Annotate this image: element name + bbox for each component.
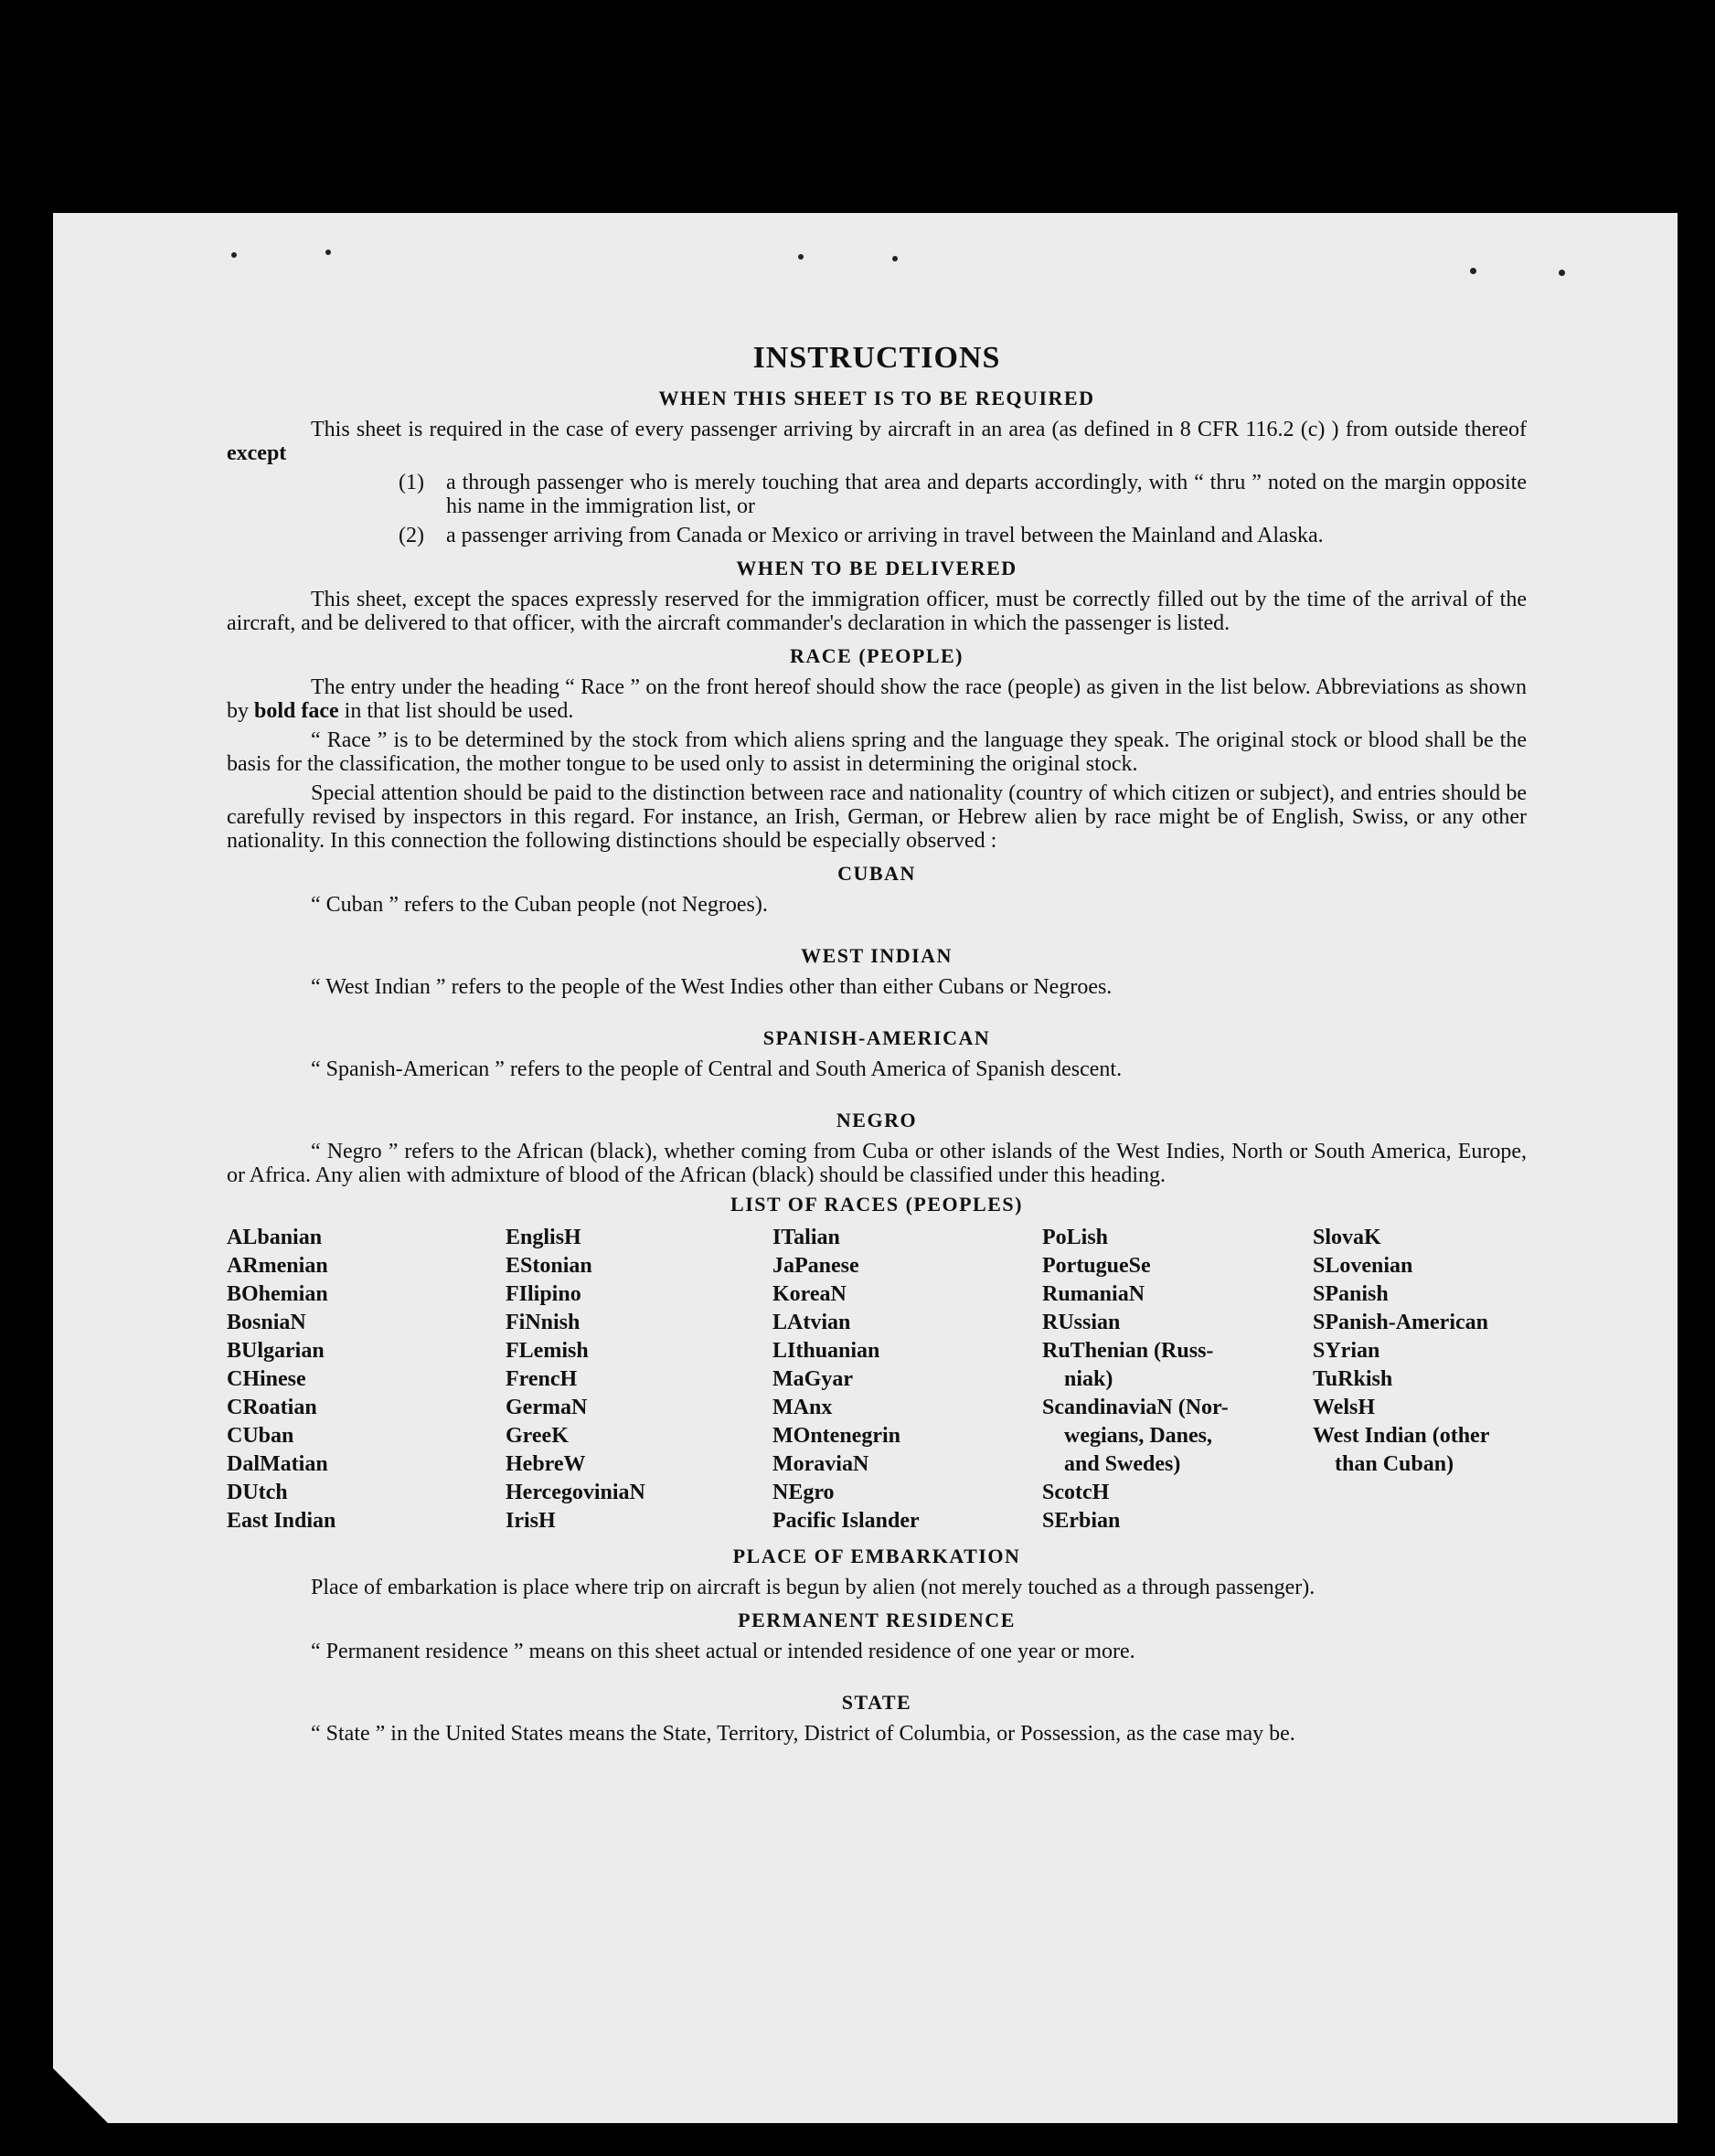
west-indian-text: “ West Indian ” refers to the people of the West Indies other than either Cubans or Negroes. xyxy=(311,975,1113,999)
race-entry: WelsH xyxy=(1313,1396,1376,1419)
race-entry: SLovenian xyxy=(1313,1254,1413,1278)
race-entry: MoraviaN xyxy=(772,1452,869,1476)
race-entry: SPanish xyxy=(1313,1282,1389,1306)
exception-item xyxy=(399,524,1527,547)
race-entry: and Swedes) xyxy=(1064,1452,1181,1476)
race-entry: SlovaK xyxy=(1313,1226,1381,1249)
speck xyxy=(325,250,331,255)
race-paragraph-3: Special attention should be paid to the distinction between race and nationality (country of which citizen or subject), and entries should be carefully revised by inspectors in this regard. For instance, an Irish, German, or Hebrew alien by race might be of English, Swiss, or any other nationality. In this connection the following distinctions should be especially observed : xyxy=(227,781,1527,853)
race-entry: HebreW xyxy=(506,1452,586,1476)
exception-number: (1) xyxy=(399,471,424,494)
race-entry: ITalian xyxy=(772,1226,840,1249)
race-column xyxy=(772,1224,1042,1535)
heading-embarkation: PLACE OF EMBARKATION xyxy=(732,1545,1021,1567)
race-entry: EnglisH xyxy=(506,1226,581,1249)
heading-delivered: WHEN TO BE DELIVERED xyxy=(736,557,1017,579)
race-entry: HercegoviniaN xyxy=(506,1481,645,1504)
heading-race: RACE (PEOPLE) xyxy=(790,644,964,667)
race-entry: JaPanese xyxy=(772,1254,859,1278)
race-entry: PoLish xyxy=(1042,1226,1109,1249)
race-entry: RumaniaN xyxy=(1042,1282,1145,1306)
race-entry: GermaN xyxy=(506,1396,588,1419)
race-entry: East Indian xyxy=(227,1509,336,1533)
speck xyxy=(231,252,237,258)
folded-corner xyxy=(53,2068,108,2123)
exception-text: a through passenger who is merely touching that area and departs accordingly, with “ thru ” noted on the margin opposite his name in the immigration list, or xyxy=(446,471,1527,518)
race-paragraph-2: “ Race ” is to be determined by the stock from which aliens spring and the language they speak. The original stock or blood shall be the basis for the classification, the mother tongue to be used only to assist in determining the original stock. xyxy=(227,728,1527,776)
embarkation-text: Place of embarkation is place where trip on aircraft is begun by alien (not merely touched as a through passenger). xyxy=(311,1576,1316,1599)
heading-west-indian: WEST INDIAN xyxy=(801,944,953,967)
race-entry: RuThenian (Russ- xyxy=(1042,1339,1214,1363)
exception-number: (2) xyxy=(399,524,424,547)
race-list xyxy=(227,1224,1527,1535)
speck xyxy=(798,254,804,260)
race-entry: BosniaN xyxy=(227,1311,306,1334)
heading-cuban: CUBAN xyxy=(837,862,916,885)
race-entry: West Indian (other xyxy=(1313,1424,1490,1448)
cuban-text: “ Cuban ” refers to the Cuban people (not Negroes). xyxy=(311,893,768,917)
race-entry: KoreaN xyxy=(772,1282,847,1306)
heading-residence: PERMANENT RESIDENCE xyxy=(738,1609,1016,1631)
heading-negro: NEGRO xyxy=(836,1109,918,1131)
race-p1-b: in that list should be used. xyxy=(344,699,574,723)
spanish-american-text: “ Spanish-American ” refers to the people of Central and South America of Spanish descent. xyxy=(311,1057,1123,1081)
heading-required: WHEN THIS SHEET IS TO BE REQUIRED xyxy=(658,387,1095,409)
race-entry: LIthuanian xyxy=(772,1339,880,1363)
race-column xyxy=(227,1224,506,1535)
race-entry: CRoatian xyxy=(227,1396,317,1419)
race-entry: TuRkish xyxy=(1313,1367,1393,1391)
race-column xyxy=(1042,1224,1313,1535)
state-text: “ State ” in the United States means the State, Territory, District of Columbia, or Possession, as the case may be. xyxy=(311,1722,1295,1746)
race-entry: SPanish-American xyxy=(1313,1311,1488,1334)
race-entry: wegians, Danes, xyxy=(1064,1424,1213,1448)
race-entry: IrisH xyxy=(506,1509,556,1533)
race-entry: CUban xyxy=(227,1424,294,1448)
residence-text: “ Permanent residence ” means on this sheet actual or intended residence of one year or more. xyxy=(311,1640,1135,1663)
speck xyxy=(1470,268,1476,274)
race-paragraph-1 xyxy=(227,675,1527,723)
speck xyxy=(892,256,898,261)
speck xyxy=(1559,270,1565,276)
required-intro-text: This sheet is required in the case of every passenger arriving by aircraft in an area (as defined in 8 CFR 116.2 (c) ) from outside thereof xyxy=(311,418,1527,441)
race-p1-bold: bold face xyxy=(254,699,339,723)
document-page xyxy=(53,213,1678,2123)
race-entry: FiNnish xyxy=(506,1311,581,1334)
race-entry: EStonian xyxy=(506,1254,592,1278)
race-entry: ARmenian xyxy=(227,1254,328,1278)
heading-race-list: LIST OF RACES (PEOPLES) xyxy=(730,1193,1023,1216)
race-column xyxy=(506,1224,772,1535)
race-entry: DalMatian xyxy=(227,1452,328,1476)
race-entry: MaGyar xyxy=(772,1367,853,1391)
race-entry: niak) xyxy=(1064,1367,1113,1391)
page-title: INSTRUCTIONS xyxy=(752,341,1001,375)
race-entry: LAtvian xyxy=(772,1311,851,1334)
race-entry: PortugueSe xyxy=(1042,1254,1151,1278)
race-entry: DUtch xyxy=(227,1481,288,1504)
race-entry: FIlipino xyxy=(506,1282,581,1306)
exception-item xyxy=(399,471,1527,518)
race-entry: ALbanian xyxy=(227,1226,323,1249)
race-column xyxy=(1313,1224,1527,1535)
race-entry: FLemish xyxy=(506,1339,589,1363)
race-entry: than Cuban) xyxy=(1335,1452,1454,1476)
race-entry: CHinese xyxy=(227,1367,306,1391)
race-entry: FrencH xyxy=(506,1367,578,1391)
race-entry: MAnx xyxy=(772,1396,833,1419)
race-entry: MOntenegrin xyxy=(772,1424,900,1448)
race-entry: BUlgarian xyxy=(227,1339,325,1363)
race-entry: ScotcH xyxy=(1042,1481,1110,1504)
required-intro xyxy=(227,418,1527,465)
exception-text: a passenger arriving from Canada or Mexico or arriving in travel between the Mainland and Alaska. xyxy=(446,524,1324,547)
race-p1-a: The entry under the heading “ Race ” on the front hereof should show the race (people) as given in the list below. Abbreviations as shown by xyxy=(227,675,1527,723)
race-entry: SErbian xyxy=(1042,1509,1121,1533)
race-entry: NEgro xyxy=(772,1481,835,1504)
race-entry: GreeK xyxy=(506,1424,569,1448)
delivered-text: This sheet, except the spaces expressly reserved for the immigration officer, must be correctly filled out by the time of the arrival of the aircraft, and be delivered to that officer, with the aircraft commander's declaration in which the passenger is listed. xyxy=(227,588,1527,635)
required-intro-bold: except xyxy=(227,441,287,465)
race-entry: SYrian xyxy=(1313,1339,1380,1363)
negro-text: “ Negro ” refers to the African (black), whether coming from Cuba or other islands of the West Indies, North or South America, Europe, or Africa. Any alien with admixture of blood of the African (black) should be classified under this heading. xyxy=(227,1140,1527,1187)
heading-state: STATE xyxy=(841,1691,912,1714)
heading-spanish-american: SPANISH-AMERICAN xyxy=(762,1026,991,1049)
race-entry: ScandinaviaN (Nor- xyxy=(1042,1396,1229,1419)
race-entry: RUssian xyxy=(1042,1311,1121,1334)
race-entry: Pacific Islander xyxy=(772,1509,920,1533)
race-entry: BOhemian xyxy=(227,1282,328,1306)
